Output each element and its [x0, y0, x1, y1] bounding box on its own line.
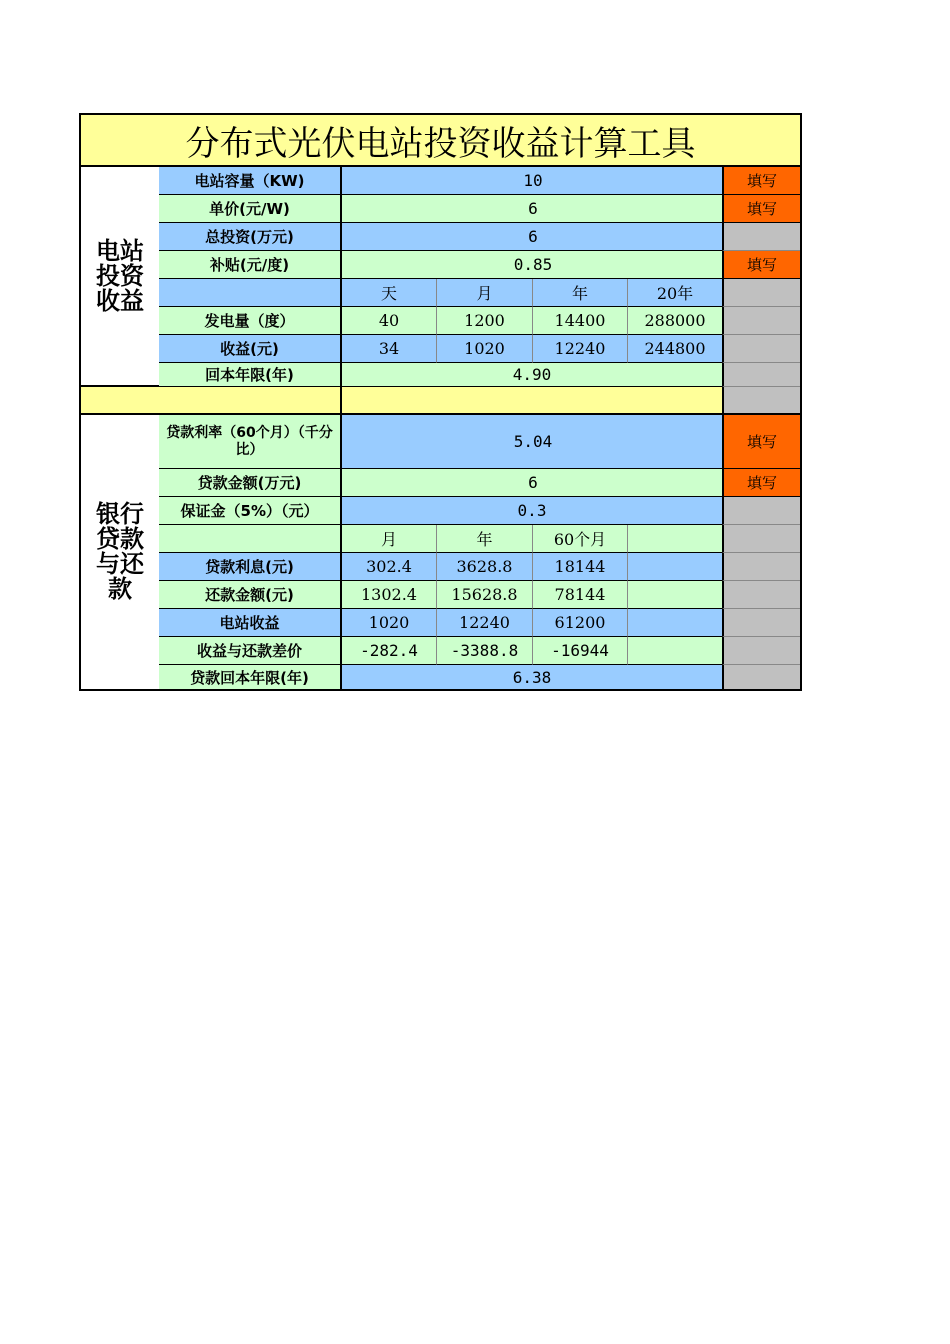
section-loan-label: 银行贷款与还款 [81, 415, 161, 689]
loan-amount-input[interactable]: 6 [342, 469, 724, 497]
total-invest-value: 6 [342, 223, 724, 251]
loan-period-60months: 60个月 [533, 525, 628, 553]
loan-period-month: 月 [342, 525, 437, 553]
gray-cell [722, 363, 800, 387]
power-20year: 288000 [628, 307, 722, 335]
gray-cell [722, 387, 800, 415]
period-year: 年 [533, 279, 628, 307]
unit-price-fill-button[interactable]: 填写 [722, 195, 800, 223]
power-month: 1200 [437, 307, 533, 335]
power-day: 40 [342, 307, 437, 335]
diff-blank [628, 637, 722, 665]
loan-amount-fill-button[interactable]: 填写 [722, 469, 800, 497]
separator-cell [159, 387, 342, 415]
payback-value: 4.90 [342, 363, 722, 387]
loan-income-month: 1020 [342, 609, 437, 637]
gray-cell [722, 609, 800, 637]
deposit-value: 0.3 [342, 497, 722, 525]
loan-period-blank [628, 525, 722, 553]
gray-cell [722, 279, 800, 307]
loan-rate-label: 贷款利率（60个月）（千分比） [159, 415, 342, 469]
interest-year: 3628.8 [437, 553, 533, 581]
loan-rate-fill-button[interactable]: 填写 [722, 415, 800, 469]
unit-price-input[interactable]: 6 [342, 195, 724, 223]
diff-label: 收益与还款差价 [159, 637, 342, 665]
period-day: 天 [342, 279, 437, 307]
repay-month: 1302.4 [342, 581, 437, 609]
loan-income-60months: 61200 [533, 609, 628, 637]
period-month: 月 [437, 279, 533, 307]
period-20year: 20年 [628, 279, 722, 307]
total-invest-label: 总投资(万元) [159, 223, 342, 251]
interest-blank [628, 553, 722, 581]
income-day: 34 [342, 335, 437, 363]
loan-period-year: 年 [437, 525, 533, 553]
total-invest-blank [722, 223, 800, 251]
interest-label: 贷款利息(元) [159, 553, 342, 581]
interest-60months: 18144 [533, 553, 628, 581]
subsidy-input[interactable]: 0.85 [342, 251, 724, 279]
separator-cell [81, 387, 161, 415]
capacity-input[interactable]: 10 [342, 167, 724, 195]
gray-cell [722, 525, 800, 553]
power-year: 14400 [533, 307, 628, 335]
repay-year: 15628.8 [437, 581, 533, 609]
loan-amount-label: 贷款金额(万元) [159, 469, 342, 497]
loan-payback-value: 6.38 [342, 665, 722, 689]
subsidy-label: 补贴(元/度) [159, 251, 342, 279]
repay-blank [628, 581, 722, 609]
loan-income-label: 电站收益 [159, 609, 342, 637]
diff-60months: -16944 [533, 637, 628, 665]
gray-cell [722, 307, 800, 335]
power-label: 发电量（度） [159, 307, 342, 335]
gray-cell [722, 581, 800, 609]
gray-cell [722, 335, 800, 363]
loan-period-blank [159, 525, 342, 553]
period-header-blank [159, 279, 342, 307]
loan-income-year: 12240 [437, 609, 533, 637]
diff-year: -3388.8 [437, 637, 533, 665]
income-month: 1020 [437, 335, 533, 363]
section-station-label: 电站投资收益 [81, 167, 161, 387]
separator-cell [342, 387, 722, 415]
capacity-fill-button[interactable]: 填写 [722, 167, 800, 195]
deposit-label: 保证金（5%）（元） [159, 497, 342, 525]
income-20year: 244800 [628, 335, 722, 363]
gray-cell [722, 497, 800, 525]
loan-payback-label: 贷款回本年限(年) [159, 665, 342, 689]
income-label: 收益(元) [159, 335, 342, 363]
unit-price-label: 单价(元/W) [159, 195, 342, 223]
repay-label: 还款金额(元) [159, 581, 342, 609]
gray-cell [722, 637, 800, 665]
repay-60months: 78144 [533, 581, 628, 609]
payback-label: 回本年限(年) [159, 363, 342, 387]
interest-month: 302.4 [342, 553, 437, 581]
loan-income-blank [628, 609, 722, 637]
gray-cell [722, 665, 800, 689]
income-year: 12240 [533, 335, 628, 363]
sheet-title: 分布式光伏电站投资收益计算工具 [81, 115, 800, 167]
calculator-sheet [79, 113, 802, 691]
gray-cell [722, 553, 800, 581]
subsidy-fill-button[interactable]: 填写 [722, 251, 800, 279]
capacity-label: 电站容量（KW) [159, 167, 342, 195]
loan-rate-input[interactable]: 5.04 [342, 415, 724, 469]
diff-month: -282.4 [342, 637, 437, 665]
